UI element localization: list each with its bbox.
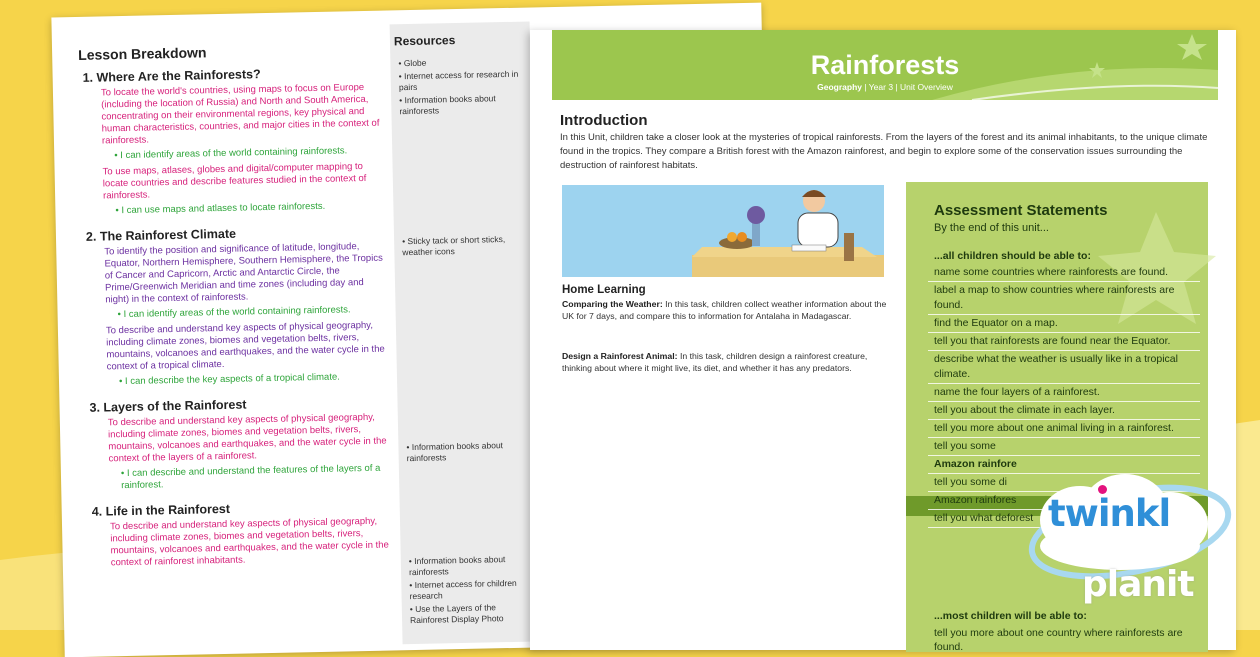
resource-item: • Information books about rainforests (399, 93, 525, 118)
header-banner (552, 30, 1218, 100)
assessment-item: name the four layers of a rainforest. (928, 384, 1200, 402)
i-can-statement: • I can describe the key aspects of a tropical climate. (119, 371, 389, 389)
resource-item: • Sticky tack or short sticks, weather icons (402, 234, 528, 259)
lesson-objective: To describe and understand key aspects of physical geography, including climate zones, biomes and vegetation belts, rivers, mountains, volcanoes and earthquakes, and the water cycle in the context of the layers of a rainforest. (107, 411, 387, 465)
resource-item: • Use the Layers of the Rainforest Display Photo (410, 601, 536, 626)
lesson-objective: To describe and understand key aspects of physical geography, including climate zones, biomes and vegetation belts, rivers, mountains, volcanoes and earthquakes, and the water cycle in the context of a tropical climate. (105, 319, 385, 373)
assessment-title: Assessment Statements (934, 202, 1108, 219)
assessment-item: tell you some di (928, 474, 1200, 492)
page-subtitle: Geography | Year 3 | Unit Overview (817, 82, 953, 92)
home-learning-task-2: Design a Rainforest Animal: In this task, children design a rainforest creature, thinking about where it might live, its diet, and whether it has any predators. (562, 351, 868, 373)
introduction-heading: Introduction (560, 112, 648, 129)
resources-lesson-1 (398, 56, 525, 120)
lesson-title: 1. Where Are the Rainforests? (82, 67, 261, 85)
lesson-title: 4. Life in the Rainforest (91, 501, 231, 519)
assessment-item: tell you more about one country where rainforests are found. (934, 627, 1183, 653)
resource-item: • Globe (398, 56, 524, 70)
resource-item: • Internet access for children research (409, 577, 535, 602)
planit-wordmark: planit (1082, 564, 1194, 605)
home-learning-task-1: Comparing the Weather: In this task, children collect weather information about the UK for 7 days, and compare this to information for Antalaha in Madagascar. (562, 299, 887, 321)
twinkl-planit-logo (1010, 460, 1250, 630)
all-children-heading: ...all children should be able to: (934, 250, 1091, 262)
lesson-title: 2. The Rainforest Climate (85, 226, 237, 244)
assessment-item: label a map to show countries where rainforests are found. (928, 282, 1200, 315)
lesson-objective: To identify the position and significance of latitude, longitude, Equator, Northern Hemisphere, Southern Hemisphere, the Tropics of Cancer and Capricorn, Arctic and Antarctic Circle, the Prime/Greenwich Meridian and time zones (including day and night) in the context of rainforests. (104, 241, 383, 306)
lesson-list (83, 65, 394, 582)
i-can-statement: • I can describe and understand the features of the layers of a rainforest. (121, 462, 391, 492)
resources-lesson-2 (402, 234, 528, 261)
child-writing-illustration (562, 185, 884, 277)
assessment-item: Amazon rainfores (928, 492, 1200, 510)
assessment-item: tell you that rainforests are found near the Equator. (928, 333, 1200, 351)
lesson-1 (83, 65, 386, 218)
i-can-statement: • I can identify areas of the world containing rainforests. (114, 145, 384, 163)
i-can-statement: • I can use maps and atlases to locate rainforests. (115, 200, 385, 218)
resource-item: • Internet access for research in pairs (399, 69, 525, 94)
lesson-objective: To locate the world's countries, using maps to focus on Europe (including the location of Russia) and North and South America, concentrating on their environmental regions, key physical and human characteristics, countries, and major cities in the context of rainforests. (100, 81, 380, 147)
assessment-item: name some countries where rainforests are found. (928, 264, 1200, 282)
assessment-subtitle: By the end of this unit... (934, 222, 1049, 234)
page-title: Rainforests (810, 50, 960, 80)
resource-item: • Information books about rainforests (409, 554, 535, 579)
i-can-statement: • I can identify areas of the world containing rainforests. (117, 304, 387, 322)
lesson-2 (86, 224, 389, 389)
illustration-drawing (562, 185, 884, 277)
lesson-objective: To use maps, atlases, globes and digital/computer mapping to locate countries and describe features studied in the context of rainforests. (102, 161, 367, 202)
most-children-heading: ...most children will be able to: (934, 610, 1087, 622)
lesson-breakdown-title: Lesson Breakdown (77, 44, 207, 63)
assessment-item: find the Equator on a map. (928, 315, 1200, 333)
lesson-objective: To describe and understand key aspects of physical geography, including climate zones, biomes and vegetation belts, rivers, mountains, volcanoes and earthquakes, and the water cycle in the context of rainforest inhabitants. (109, 515, 389, 569)
resource-item: • Information books about rainforests (406, 440, 532, 465)
resources-lesson-4 (409, 554, 536, 629)
lesson-4 (92, 498, 393, 569)
twinkl-wordmark: twinkl (1048, 492, 1171, 535)
lesson-title: 3. Layers of the Rainforest (89, 397, 247, 415)
lesson-3 (89, 395, 391, 493)
resources-lesson-3 (406, 440, 532, 467)
resources-title: Resources (393, 33, 456, 49)
assessment-item: tell you what deforest (928, 510, 1200, 528)
introduction-text: In this Unit, children take a closer look at the mysteries of tropical rainforests. From the layers of the forest and its animal inhabitants, to the unique climate found in the tropics. They compare a British forest with the Amazon rainforest, and begin to explore some of the conservation issues surrounding the destruction of rainforest habitats. (560, 132, 1208, 171)
assessment-item: tell you some (928, 438, 1200, 456)
assessment-item: describe what the weather is usually like in a tropical climate. (928, 351, 1200, 384)
assessment-item: Amazon rainfore (928, 456, 1200, 474)
assessment-item: tell you about the climate in each layer. (928, 402, 1200, 420)
assessment-item: tell you more about one animal living in a rainforest. (928, 420, 1200, 438)
home-learning-heading: Home Learning (562, 284, 646, 296)
